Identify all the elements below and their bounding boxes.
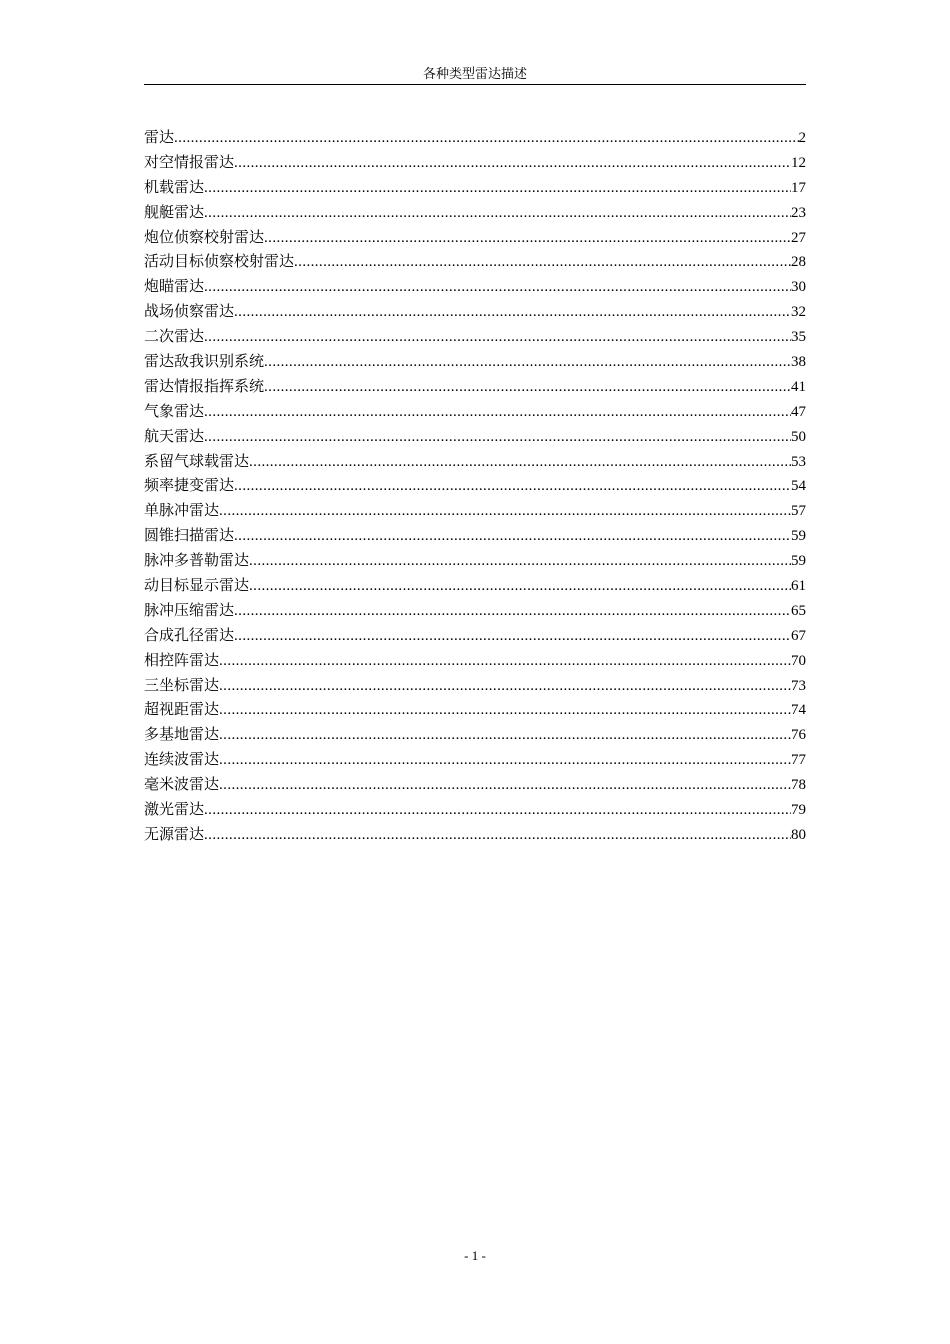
toc-dot-leader	[204, 275, 791, 300]
toc-entry-title: 多基地雷达	[144, 727, 220, 744]
toc-entry[interactable]	[144, 723, 806, 748]
toc-dot-leader	[174, 126, 798, 151]
toc-dot-leader	[234, 151, 791, 176]
toc-dot-leader	[219, 773, 791, 798]
toc-entry[interactable]	[144, 151, 806, 176]
toc-entry-page: 77	[791, 752, 806, 769]
toc-entry[interactable]	[144, 300, 806, 325]
toc-dot-leader	[249, 574, 791, 599]
toc-entry-title: 脉冲压缩雷达	[144, 602, 235, 619]
toc-entry-page: 27	[791, 229, 806, 246]
toc-dot-leader	[264, 226, 791, 251]
toc-entry-title: 合成孔径雷达	[144, 627, 235, 644]
toc-entry[interactable]	[144, 176, 806, 201]
page-header-title: 各种类型雷达描述	[422, 66, 527, 81]
toc-entry[interactable]	[144, 773, 806, 798]
toc-dot-leader	[204, 823, 791, 848]
toc-dot-leader	[234, 624, 791, 649]
toc-entry-page: 30	[791, 279, 806, 296]
toc-entry-title: 对空情报雷达	[144, 154, 235, 171]
toc-dot-leader	[234, 599, 791, 624]
toc-entry[interactable]	[144, 574, 806, 599]
toc-entry-page: 2	[798, 130, 806, 146]
toc-entry-page: 28	[791, 254, 806, 271]
toc-entry[interactable]	[144, 400, 806, 425]
toc-entry-page: 47	[791, 403, 806, 420]
toc-entry-title: 雷达	[144, 130, 175, 146]
toc-entry-page: 35	[791, 329, 806, 346]
toc-entry-page: 79	[791, 802, 806, 819]
toc-entry-title: 动目标显示雷达	[144, 578, 250, 595]
toc-entry[interactable]	[144, 748, 806, 773]
toc-entry[interactable]	[144, 674, 806, 699]
toc-entry-title: 超视距雷达	[144, 702, 220, 719]
toc-entry-page: 65	[791, 602, 806, 619]
toc-dot-leader	[204, 176, 791, 201]
toc-entry-title: 脉冲多普勒雷达	[144, 553, 250, 570]
toc-entry-title: 相控阵雷达	[144, 652, 220, 669]
toc-dot-leader	[234, 300, 791, 325]
toc-dot-leader	[249, 450, 791, 475]
toc-entry[interactable]	[144, 649, 806, 674]
toc-dot-leader	[264, 350, 791, 375]
toc-entry-page: 32	[791, 304, 806, 321]
toc-entry-title: 毫米波雷达	[144, 777, 220, 794]
toc-entry-page: 67	[791, 627, 806, 644]
toc-entry-title: 频率捷变雷达	[144, 478, 235, 495]
toc-entry-title: 气象雷达	[144, 403, 205, 420]
toc-entry-title: 航天雷达	[144, 428, 205, 445]
toc-entry-title: 炮瞄雷达	[144, 279, 205, 296]
toc-entry[interactable]	[144, 275, 806, 300]
toc-entry-title: 连续波雷达	[144, 752, 220, 769]
toc-entry-title: 三坐标雷达	[144, 677, 220, 694]
toc-entry[interactable]	[144, 450, 806, 475]
toc-entry-title: 雷达敌我识别系统	[144, 354, 265, 371]
toc-entry-page: 61	[791, 578, 806, 595]
toc-entry[interactable]	[144, 823, 806, 848]
toc-entry[interactable]	[144, 524, 806, 549]
toc-dot-leader	[219, 698, 791, 723]
toc-dot-leader	[294, 250, 791, 275]
toc-dot-leader	[249, 549, 791, 574]
toc-entry[interactable]	[144, 624, 806, 649]
toc-dot-leader	[219, 748, 791, 773]
toc-entry-page: 23	[791, 204, 806, 221]
toc-entry-page: 57	[791, 503, 806, 520]
toc-dot-leader	[219, 723, 791, 748]
toc-entry-page: 70	[791, 652, 806, 669]
toc-entry-title: 系留气球载雷达	[144, 453, 250, 470]
toc-entry[interactable]	[144, 474, 806, 499]
toc-entry-title: 圆锥扫描雷达	[144, 528, 235, 545]
toc-entry-page: 53	[791, 453, 806, 470]
toc-entry[interactable]	[144, 226, 806, 251]
toc-dot-leader	[234, 474, 791, 499]
toc-entry-title: 二次雷达	[144, 329, 205, 346]
toc-entry-page: 78	[791, 777, 806, 794]
toc-entry-page: 50	[791, 428, 806, 445]
toc-entry-page: 54	[791, 478, 806, 495]
toc-dot-leader	[219, 674, 791, 699]
toc-entry-page: 41	[791, 378, 806, 395]
toc-entry[interactable]	[144, 325, 806, 350]
toc-entry-title: 舰艇雷达	[144, 204, 205, 221]
toc-entry-title: 机载雷达	[144, 179, 205, 196]
toc-dot-leader	[204, 425, 791, 450]
page-number: - 1 -	[464, 1248, 486, 1263]
toc-entry-page: 17	[791, 179, 806, 196]
toc-entry-page: 74	[791, 702, 806, 719]
toc-entry[interactable]	[144, 250, 806, 275]
toc-entry[interactable]	[144, 375, 806, 400]
toc-entry-title: 战场侦察雷达	[144, 304, 235, 321]
toc-dot-leader	[204, 400, 791, 425]
toc-entry[interactable]	[144, 350, 806, 375]
toc-entry-title: 炮位侦察校射雷达	[144, 229, 265, 246]
toc-dot-leader	[204, 798, 791, 823]
toc-entry[interactable]	[144, 499, 806, 524]
toc-entry[interactable]	[144, 201, 806, 226]
toc-dot-leader	[204, 325, 791, 350]
toc-entry-title: 激光雷达	[144, 802, 205, 819]
header-divider	[144, 84, 806, 85]
toc-entry-title: 活动目标侦察校射雷达	[144, 254, 295, 271]
toc-dot-leader	[264, 375, 791, 400]
toc-entry[interactable]	[144, 599, 806, 624]
toc-entry-page: 59	[791, 528, 806, 545]
toc-entry[interactable]	[144, 549, 806, 574]
toc-entry-page: 12	[791, 154, 806, 171]
toc-entry[interactable]	[144, 698, 806, 723]
toc-dot-leader	[219, 649, 791, 674]
toc-entry-page: 80	[791, 826, 806, 843]
toc-entry-page: 59	[791, 553, 806, 570]
toc-entry-title: 单脉冲雷达	[144, 503, 220, 520]
toc-dot-leader	[219, 499, 791, 524]
toc-entry-page: 76	[791, 727, 806, 744]
toc-entry[interactable]	[144, 126, 806, 151]
toc-entry-title: 无源雷达	[144, 826, 205, 843]
toc-dot-leader	[234, 524, 791, 549]
toc-entry-page: 73	[791, 677, 806, 694]
toc-entry-title: 雷达情报指挥系统	[144, 378, 265, 395]
toc-entry-page: 38	[791, 354, 806, 371]
table-of-contents	[144, 126, 806, 848]
toc-entry[interactable]	[144, 425, 806, 450]
toc-dot-leader	[204, 201, 791, 226]
toc-entry[interactable]	[144, 798, 806, 823]
